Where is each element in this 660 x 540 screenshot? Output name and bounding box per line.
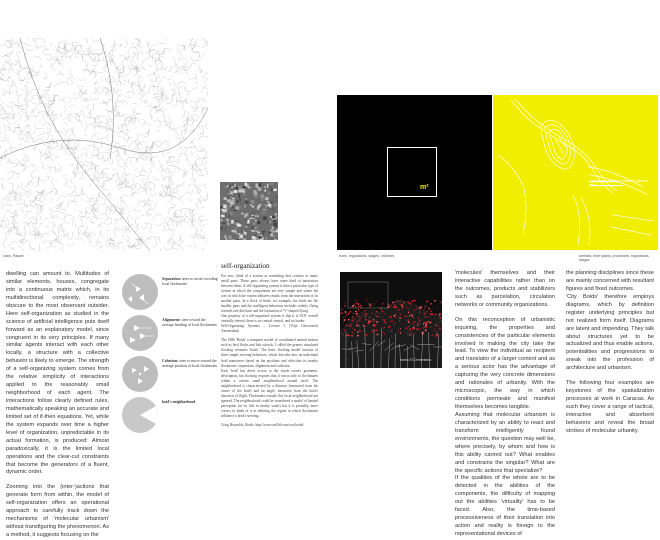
yellow-sketch-note: controlled extension / planned adjacent area [589, 179, 649, 188]
m2-label: m² [420, 184, 429, 191]
separation-title: Separation: [162, 277, 181, 281]
cohesion-text: steer to move toward the average position of local flockmates [162, 359, 217, 368]
yellow-caption: amhara, time spans, processes, regulations, stages [579, 254, 660, 263]
separation-disc [122, 274, 158, 310]
alignment-text: steer toward the average heading of local flockmates [162, 318, 217, 327]
boids-diagrams [122, 274, 218, 394]
barrio-render [340, 272, 442, 368]
boid-neighborhood-diagram [122, 397, 218, 433]
column-5-paragraph-2: On this reconception of urbanistic inquiring, the properties and consistencies of the particular elements involved in making the city take the lead. To view the individual as recipient and translator of a larger context and as a serious actor has the advantage of capturing the very concrete dimensions and rationales of urbanity. With the microscopic, the way in which conditions permeate and manifest themselves becomes tangible. Assuming that molecular urbanism is characterized by an ability to react and transform intelligently found environments, the question may well be, where precisely, by whom and how is this ability carried out? What enables and constrains the singular? What are the specific actions that specialize? If the qualities of the whole are to be detected in the abilities of the components, the difficulty of mapping out the abilities 'virtuality' has to be faced. Also, the time-based processiveness of their translation into action and reality is foreign to the representational devices of [455, 317, 555, 539]
column-3 [221, 262, 318, 428]
column-5-paragraph-1: 'molecules' themselves and their interactive capabilities rather than on the outcomes, products and stabilizers such as parcelation, circulation networks or community organizations. [455, 270, 555, 310]
column-1-paragraph-2: Zooming into the (inter-)actions that generate form from within, the model of self-organization offers an operational approach to carefully track down the mechanisms of 'molecular urbanism' without transfiguring the phenomenon. As a method, it suggests focusing on the [6, 484, 109, 540]
boid-cohesion-diagram [122, 356, 218, 392]
separation-text: steer to avoid crowding local flockmates [162, 277, 218, 286]
column-3-paragraph-2: The 1986 'Boids' a computer model of coordinated animal motion such as bird flocks and fish schools. I called the generic simulated flocking creatures 'boids'. The basic flocking model consists of three simple steering behaviors, which describe how an individual boid maneuvers based on the positions and velocities its nearby flockmates: separation, alignment and cohesion. Each 'boid' has direct access to the whole scene's geometric description, but flocking requires that it reacts only to flockmates within a certain small neighborhood around itself. The neighborhood is characterized by a distance (measured from the center of the boid) and an angle, measured from the boid's direction of flight. Flockmates outside this local neighborhood are ignored. The neighborhood could be considered a model of limited perception (as by fish in murky water) but it is probably more correct to think of it as defining the region in which flockmates influence a boid's steering. [221, 338, 318, 419]
column-3-paragraph-1: For now, think of a system as something that consists of many small parts. These parts always have some kind of interaction between them. A self-organizing system is then a particular type of system in which the components are very simple and where the way in which the system behaves results from the interaction of its smaller parts. In a flock of birds, for example, the birds are the smaller parts and the intelligent behaviour includes orderly flying towards one direction and the formation of 'V'-shaped flying. One property of a self-organized system is that it is NOT overall centrally steered, there is no central control, and no leader. Self-Organizing Systems – Lecture 1 (Vrije Universiteit Amsterdam) [221, 274, 318, 334]
neighborhood-disc [122, 397, 158, 433]
column-5 [455, 270, 555, 539]
cohesion-title: Cohesion: [162, 359, 178, 363]
settlement-map [0, 38, 208, 251]
boid-alignment-diagram [122, 315, 218, 351]
m2-square-outline [387, 147, 437, 197]
map-caption: cairo, Palace [3, 254, 24, 258]
aerial-photo [220, 182, 278, 240]
column-1 [6, 271, 109, 540]
boids-credit: Craig Reynolds, Boids, http://www.red3d.com/cwr/boids/ [221, 423, 318, 428]
alignment-title: Alignment: [162, 318, 180, 322]
cohesion-disc [122, 356, 158, 392]
render-caption: barrio El Cementerio [400, 358, 431, 362]
column-1-paragraph-1: dwelling can amount to. Multitudes of similar elements, houses, congregate into a continuous matrix which, in its multidirectional complexity, remains obscure to the most observant outsider. Here self-organization as studied in the science of artificial intelligence puts itself forward as an explanatory model, since congruent in its very principles. If many similar agents interact with each other locally, a structure with a collective behavior is likely to emerge. The strength of a self-organizing system comes from the relative simplicity of interactions applied to the reasonably small neighborhood of each agent. The interactions follow clearly defined rules, mathematically speaking an accurate and limited set of if-then equations. Yet, while the system expands over time a higher level of organization, unpredictable in its actual formation, is produced: Almost paradoxically, it is the limited local operations and the clear-cut constraints that become the generators of a fluent, dynamic order. [6, 271, 109, 477]
column-6-paragraph-2: The following four examples are keystones of the spatialization processes at work in Caracas. As such they cover a range of tactical, interactive and absorbent behaviors and reveal the broad strokes of molecular urbanity. [566, 380, 654, 436]
alignment-disc [122, 315, 158, 351]
boid-separation-diagram [122, 274, 218, 310]
m2-diagram [337, 95, 492, 250]
column-6-paragraph-1: the planning disciplines since these are mainly concerned with resultant figures and fixed outcomes. 'City Boids' therefore employs diagrams, which by definition register underlying principles but not realized form itself. Diagrams are latent and impending. They talk about structures yet to be actualized and thus enable actions, potentialities and progressions to sneak into the profession of architecture and urbanism. [566, 270, 654, 373]
yellow-sketch-diagram [493, 95, 658, 250]
m2-caption: boris, regulations, stages, volumes [339, 254, 394, 258]
self-organization-heading: self-organization [221, 262, 318, 270]
neighborhood-title: boid's neighborhood [162, 400, 195, 404]
column-6 [566, 270, 654, 436]
